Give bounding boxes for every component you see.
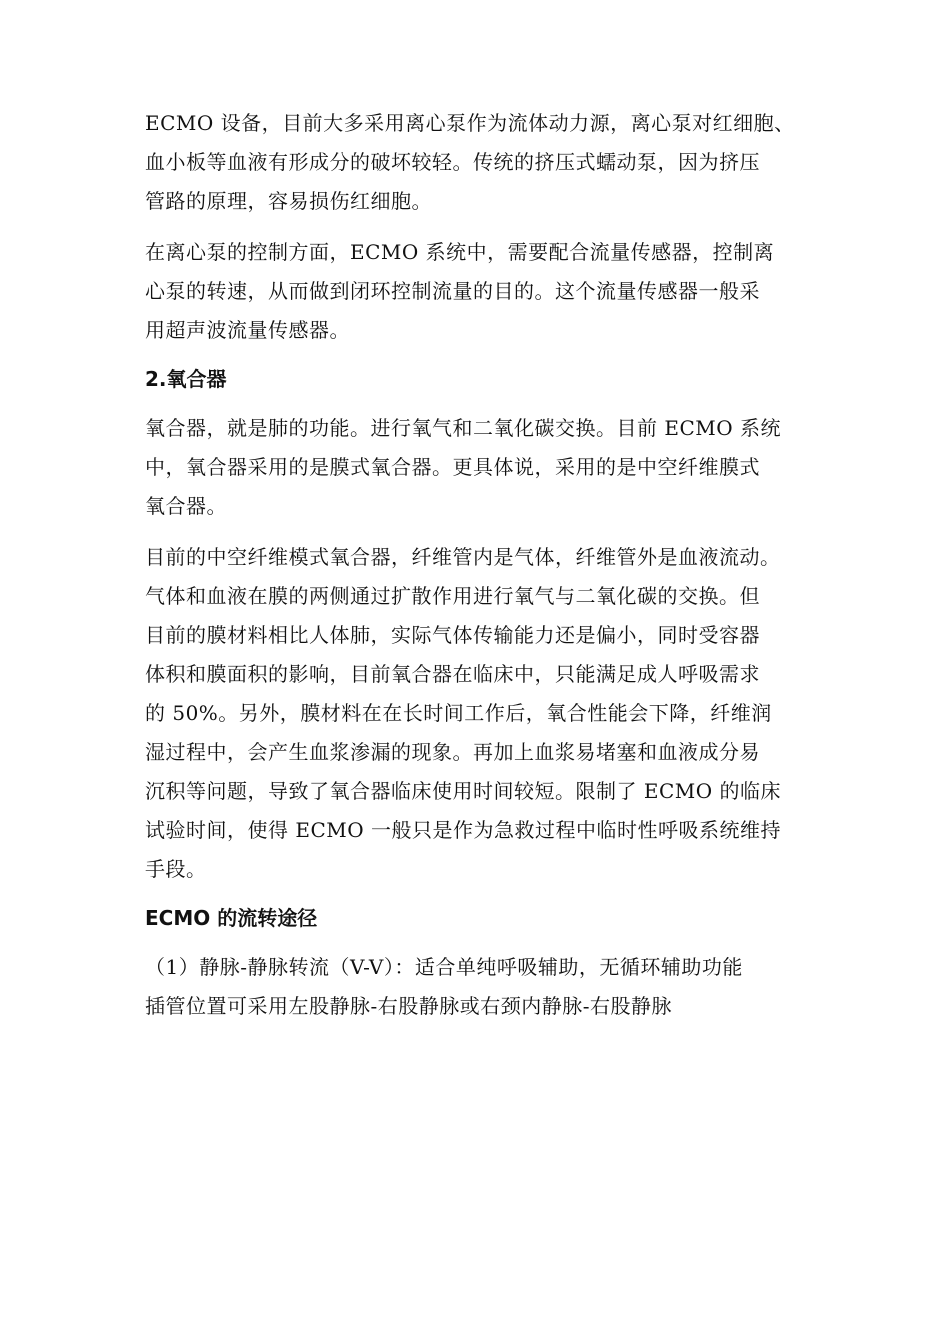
text-line: 体积和膜面积的影响，目前氧合器在临床中，只能满足成人呼吸需求 [145, 662, 760, 686]
text-line: 湿过程中，会产生血浆渗漏的现象。再加上血浆易堵塞和血液成分易 [145, 740, 760, 764]
text-line: 试验时间，使得 ECMO 一般只是作为急救过程中临时性呼吸系统维持 [145, 818, 781, 842]
text-line: 在离心泵的控制方面，ECMO 系统中，需要配合流量传感器，控制离 [145, 240, 775, 264]
document-page [145, 104, 817, 1026]
text-line: 目前的膜材料相比人体肺，实际气体传输能力还是偏小，同时受容器 [145, 623, 760, 647]
text-line: 氧合器。 [145, 494, 227, 518]
text-line: 血小板等血液有形成分的破坏较轻。传统的挤压式蠕动泵，因为挤压 [145, 150, 760, 174]
paragraph-hollow-fiber [145, 538, 817, 889]
text-line: （1）静脉-静脉转流（V-V）：适合单纯呼吸辅助，无循环辅助功能 [145, 955, 743, 979]
text-line: 心泵的转速，从而做到闭环控制流量的目的。这个流量传感器一般采 [145, 279, 760, 303]
text-line: 手段。 [145, 857, 207, 881]
section-heading-flow-path: ECMO 的流转途径 [145, 906, 318, 930]
text-line: 用超声波流量传感器。 [145, 318, 350, 342]
text-line: ECMO 设备，目前大多采用离心泵作为流体动力源，离心泵对红细胞、 [145, 111, 795, 135]
text-line: 目前的中空纤维模式氧合器，纤维管内是气体，纤维管外是血液流动。 [145, 545, 781, 569]
text-line: 氧合器，就是肺的功能。进行氧气和二氧化碳交换。目前 ECMO 系统 [145, 416, 781, 440]
paragraph-pump-control [145, 233, 817, 350]
text-line: 沉积等问题，导致了氧合器临床使用时间较短。限制了 ECMO 的临床 [145, 779, 781, 803]
text-line: 的 50%。另外，膜材料在在长时间工作后，氧合性能会下降，纤维润 [145, 701, 772, 725]
text-line: 管路的原理，容易损伤红细胞。 [145, 189, 432, 213]
section-heading-oxygenator: 2.氧合器 [145, 367, 227, 391]
text-line: 气体和血液在膜的两侧通过扩散作用进行氧气与二氧化碳的交换。但 [145, 584, 760, 608]
paragraph-oxygenator [145, 409, 817, 526]
text-line: 插管位置可采用左股静脉-右股静脉或右颈内静脉-右股静脉 [145, 994, 673, 1018]
paragraph-vv-flow [145, 948, 817, 1026]
text-line: 中，氧合器采用的是膜式氧合器。更具体说，采用的是中空纤维膜式 [145, 455, 760, 479]
paragraph-pump [145, 104, 817, 221]
